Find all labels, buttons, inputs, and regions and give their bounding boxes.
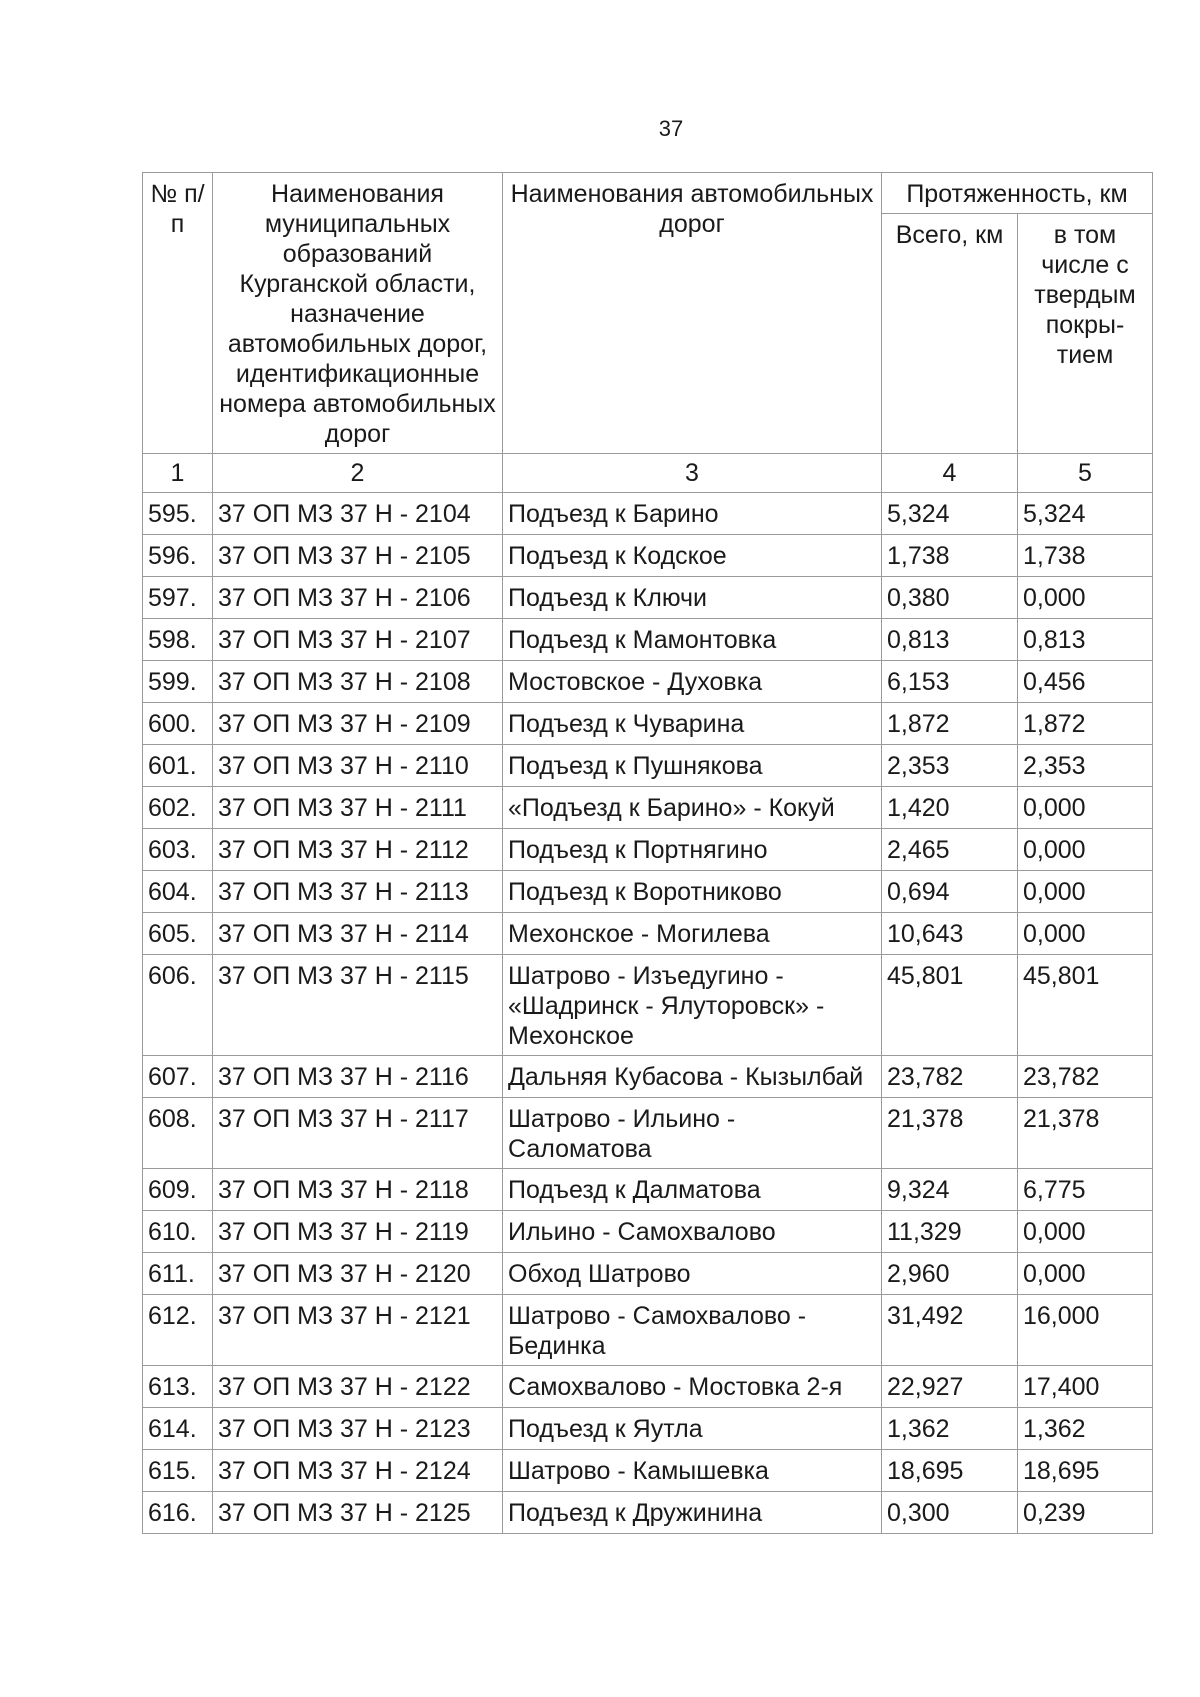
row-number-cell: 597. [143,577,213,619]
road-id-cell: 37 ОП МЗ 37 Н - 2115 [213,955,503,1056]
row-number-cell: 612. [143,1295,213,1366]
road-id-cell: 37 ОП МЗ 37 Н - 2108 [213,661,503,703]
table-row [143,577,1153,619]
row-number-cell: 605. [143,913,213,955]
row-number-cell: 614. [143,1408,213,1450]
paved-length-cell: 1,738 [1018,535,1153,577]
road-id-cell: 37 ОП МЗ 37 Н - 2104 [213,493,503,535]
road-id-cell: 37 ОП МЗ 37 Н - 2121 [213,1295,503,1366]
road-id-cell: 37 ОП МЗ 37 Н - 2125 [213,1492,503,1534]
paved-length-cell: 1,872 [1018,703,1153,745]
table-row [143,1295,1153,1366]
paved-length-cell: 0,000 [1018,829,1153,871]
row-number-cell: 606. [143,955,213,1056]
paved-length-cell: 45,801 [1018,955,1153,1056]
table-row [143,1211,1153,1253]
road-id-cell: 37 ОП МЗ 37 Н - 2116 [213,1056,503,1098]
header-num: № п/п [143,173,213,454]
road-name-cell: Мехонское - Могилева [503,913,882,955]
table-row [143,1408,1153,1450]
road-id-cell: 37 ОП МЗ 37 Н - 2114 [213,913,503,955]
total-length-cell: 11,329 [882,1211,1018,1253]
total-length-cell: 0,300 [882,1492,1018,1534]
table-header [143,173,1153,493]
road-id-cell: 37 ОП МЗ 37 Н - 2105 [213,535,503,577]
road-name-cell: Подъезд к Кодское [503,535,882,577]
road-name-cell: Подъезд к Воротниково [503,871,882,913]
total-length-cell: 6,153 [882,661,1018,703]
road-name-cell: Обход Шатрово [503,1253,882,1295]
road-id-cell: 37 ОП МЗ 37 Н - 2124 [213,1450,503,1492]
road-name-cell: Подъезд к Портнягино [503,829,882,871]
table-row [143,619,1153,661]
road-id-cell: 37 ОП МЗ 37 Н - 2118 [213,1169,503,1211]
column-index: 2 [213,454,503,493]
table-row [143,913,1153,955]
total-length-cell: 0,813 [882,619,1018,661]
paved-length-cell: 21,378 [1018,1098,1153,1169]
road-id-cell: 37 ОП МЗ 37 Н - 2120 [213,1253,503,1295]
paved-length-cell: 0,456 [1018,661,1153,703]
total-length-cell: 18,695 [882,1450,1018,1492]
road-name-cell: Шатрово - Камышевка [503,1450,882,1492]
total-length-cell: 45,801 [882,955,1018,1056]
road-id-cell: 37 ОП МЗ 37 Н - 2110 [213,745,503,787]
table-row [143,1492,1153,1534]
total-length-cell: 23,782 [882,1056,1018,1098]
table-row [143,829,1153,871]
road-name-cell: Самохвалово - Мостовка 2-я [503,1366,882,1408]
road-name-cell: Шатрово - Изъедугино - «Шадринск - Ялуторовск» - Мехонское [503,955,882,1056]
paved-length-cell: 6,775 [1018,1169,1153,1211]
row-number-cell: 609. [143,1169,213,1211]
column-index: 5 [1018,454,1153,493]
road-name-cell: Подъезд к Чуварина [503,703,882,745]
paved-length-cell: 5,324 [1018,493,1153,535]
header-municipality: Наименования муниципальных образований Курганской области, назначение автомобильных дорог, идентификационные номера автомобильных дорог [213,173,503,454]
row-number-cell: 611. [143,1253,213,1295]
row-number-cell: 601. [143,745,213,787]
road-id-cell: 37 ОП МЗ 37 Н - 2112 [213,829,503,871]
road-id-cell: 37 ОП МЗ 37 Н - 2122 [213,1366,503,1408]
total-length-cell: 1,872 [882,703,1018,745]
total-length-cell: 2,353 [882,745,1018,787]
table-row [143,745,1153,787]
road-id-cell: 37 ОП МЗ 37 Н - 2107 [213,619,503,661]
paved-length-cell: 2,353 [1018,745,1153,787]
road-id-cell: 37 ОП МЗ 37 Н - 2111 [213,787,503,829]
road-name-cell: Подъезд к Барино [503,493,882,535]
paved-length-cell: 0,000 [1018,1211,1153,1253]
road-id-cell: 37 ОП МЗ 37 Н - 2117 [213,1098,503,1169]
road-name-cell: Шатрово - Самохвалово - Бединка [503,1295,882,1366]
row-number-cell: 596. [143,535,213,577]
paved-length-cell: 0,000 [1018,1253,1153,1295]
roads-table [142,172,1153,1534]
total-length-cell: 1,738 [882,535,1018,577]
table-row [143,535,1153,577]
total-length-cell: 31,492 [882,1295,1018,1366]
road-name-cell: Ильино - Самохвалово [503,1211,882,1253]
paved-length-cell: 18,695 [1018,1450,1153,1492]
column-index: 1 [143,454,213,493]
table-row [143,1056,1153,1098]
page-number: 37 [658,116,684,141]
total-length-cell: 9,324 [882,1169,1018,1211]
column-index: 3 [503,454,882,493]
total-length-cell: 21,378 [882,1098,1018,1169]
header-paved: в том числе с твердым покры- тием [1018,214,1153,454]
road-name-cell: «Подъезд к Барино» - Кокуй [503,787,882,829]
road-name-cell: Мостовское - Духовка [503,661,882,703]
road-id-cell: 37 ОП МЗ 37 Н - 2106 [213,577,503,619]
row-number-cell: 595. [143,493,213,535]
row-number-cell: 599. [143,661,213,703]
road-name-cell: Подъезд к Мамонтовка [503,619,882,661]
table-row [143,661,1153,703]
road-id-cell: 37 ОП МЗ 37 Н - 2113 [213,871,503,913]
total-length-cell: 10,643 [882,913,1018,955]
row-number-cell: 604. [143,871,213,913]
total-length-cell: 0,694 [882,871,1018,913]
road-id-cell: 37 ОП МЗ 37 Н - 2109 [213,703,503,745]
total-length-cell: 5,324 [882,493,1018,535]
table-row [143,1366,1153,1408]
total-length-cell: 1,420 [882,787,1018,829]
paved-length-cell: 16,000 [1018,1295,1153,1366]
paved-length-cell: 0,000 [1018,577,1153,619]
total-length-cell: 2,465 [882,829,1018,871]
row-number-cell: 608. [143,1098,213,1169]
road-id-cell: 37 ОП МЗ 37 Н - 2119 [213,1211,503,1253]
row-number-cell: 598. [143,619,213,661]
road-name-cell: Подъезд к Яутла [503,1408,882,1450]
row-number-cell: 613. [143,1366,213,1408]
row-number-cell: 607. [143,1056,213,1098]
total-length-cell: 22,927 [882,1366,1018,1408]
header-road-name: Наименования автомобильных дорог [503,173,882,454]
paved-length-cell: 0,239 [1018,1492,1153,1534]
row-number-cell: 603. [143,829,213,871]
paved-length-cell: 17,400 [1018,1366,1153,1408]
paved-length-cell: 0,000 [1018,787,1153,829]
header-length: Протяженность, км [882,173,1153,214]
table-row [143,1098,1153,1169]
row-number-cell: 600. [143,703,213,745]
paved-length-cell: 1,362 [1018,1408,1153,1450]
total-length-cell: 1,362 [882,1408,1018,1450]
road-id-cell: 37 ОП МЗ 37 Н - 2123 [213,1408,503,1450]
table-row [143,1450,1153,1492]
table-row [143,871,1153,913]
total-length-cell: 2,960 [882,1253,1018,1295]
row-number-cell: 610. [143,1211,213,1253]
table-body [143,493,1153,1534]
road-name-cell: Подъезд к Пушнякова [503,745,882,787]
row-number-cell: 602. [143,787,213,829]
table-row [143,1253,1153,1295]
table-row [143,955,1153,1056]
total-length-cell: 0,380 [882,577,1018,619]
column-index: 4 [882,454,1018,493]
table-row [143,787,1153,829]
road-name-cell: Подъезд к Далматова [503,1169,882,1211]
road-name-cell: Шатрово - Ильино - Саломатова [503,1098,882,1169]
row-number-cell: 616. [143,1492,213,1534]
road-name-cell: Подъезд к Ключи [503,577,882,619]
paved-length-cell: 0,000 [1018,913,1153,955]
paved-length-cell: 0,813 [1018,619,1153,661]
road-name-cell: Подъезд к Дружинина [503,1492,882,1534]
row-number-cell: 615. [143,1450,213,1492]
paved-length-cell: 0,000 [1018,871,1153,913]
road-name-cell: Дальняя Кубасова - Кызылбай [503,1056,882,1098]
paved-length-cell: 23,782 [1018,1056,1153,1098]
header-total: Всего, км [882,214,1018,454]
table-row [143,493,1153,535]
table-row [143,703,1153,745]
table-row [143,1169,1153,1211]
